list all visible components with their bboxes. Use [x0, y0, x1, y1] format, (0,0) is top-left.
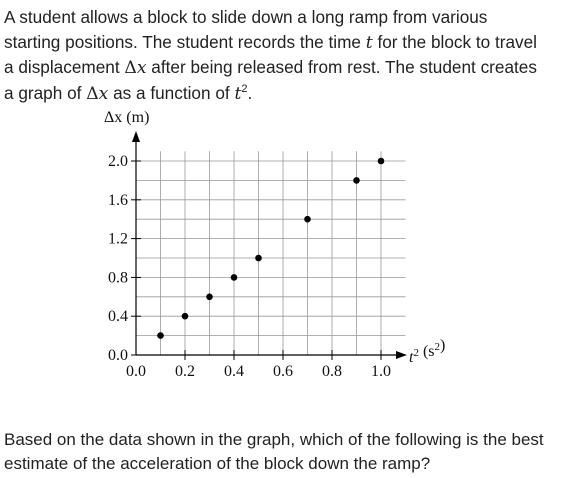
y-tick-label: 2.0	[108, 153, 128, 170]
y-tick-label: 1.6	[108, 191, 128, 209]
x-tick-label: 1.0	[371, 363, 391, 380]
x-tick-label: 0.4	[224, 363, 244, 380]
data-point	[206, 294, 213, 301]
question-line-2: estimate of the acceleration of the block down the ramp?	[4, 454, 431, 473]
data-point	[304, 216, 311, 223]
problem-line-4-middle: as a function of	[108, 82, 235, 103]
time-symbol: t	[365, 32, 373, 53]
tick-labels	[108, 153, 391, 380]
problem-line-2-end: for the block to travel	[372, 31, 538, 52]
x-tick-label: 0.0	[126, 363, 146, 380]
problem-line-3-start: a displacement	[4, 57, 125, 77]
data-points	[157, 158, 384, 339]
y-tick-label: 1.2	[108, 230, 128, 248]
problem-line-3-end: after being released from rest. The student creates	[146, 57, 537, 77]
question-line-1: Based on the data shown in the graph, which of the following is the best	[4, 430, 544, 449]
problem-line-4-start: a graph of	[4, 82, 87, 103]
data-point	[255, 255, 262, 262]
x-tick-label: 0.6	[273, 363, 293, 380]
y-tick-label: 0.4	[108, 308, 128, 326]
data-point	[182, 313, 189, 320]
problem-line-2-start: starting positions. The student records the time	[4, 31, 366, 52]
data-point	[231, 274, 238, 281]
x-symbol-2: x	[98, 83, 109, 104]
y-tick-label: 0.0	[108, 347, 128, 364]
x-tick-label: 0.8	[322, 363, 342, 380]
delta-symbol: Δ	[124, 58, 137, 78]
data-point	[378, 158, 385, 165]
x-symbol: x	[136, 58, 147, 78]
y-axis-label: Δx (m)	[104, 109, 150, 126]
delta-symbol-2: Δ	[86, 83, 99, 104]
y-tick-label: 0.8	[108, 269, 128, 287]
problem-line-4-end: .	[247, 82, 253, 103]
x-tick-label: 0.2	[175, 363, 195, 380]
x-axis-label: $t^2$ $(s^2)$	[409, 337, 446, 366]
exponent-two: 2	[241, 82, 248, 95]
grid-lines	[136, 151, 406, 355]
axes	[131, 131, 407, 360]
problem-line-1: A student allows a block to slide down a long ramp from various	[4, 7, 488, 27]
x-axis-arrow	[396, 351, 407, 359]
data-point	[157, 332, 164, 339]
y-axis-arrow	[132, 131, 140, 142]
time-symbol-2: t	[234, 83, 242, 104]
data-point	[353, 177, 360, 184]
question-text	[4, 428, 566, 476]
